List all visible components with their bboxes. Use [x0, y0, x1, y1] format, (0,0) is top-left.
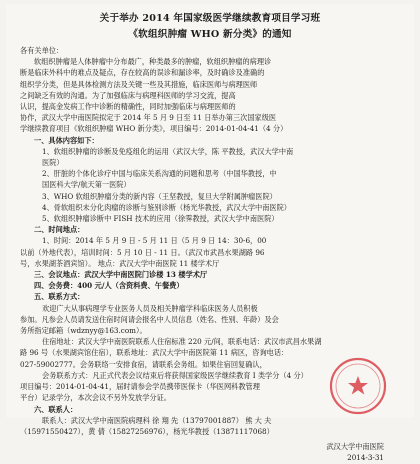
paragraph-line: 会务联系方式：凡正式代表会议结束后将获得国家级医学继续教育 I 类学分（4 分）	[42, 370, 308, 380]
paragraph-line: 参加。凡参会人员请发送住宿时间请会报名中人员信息（姓名、性别、年龄）及会	[20, 314, 279, 324]
paragraph-line: 务所指定邮箱（wdznyy@163.com）。	[20, 326, 147, 336]
doc-title-line1: 关于举办 2014 年国家级医学继续教育项目学习班	[99, 13, 321, 24]
paragraph-line: 项目编号：2014-01-04-41，届时请参会学员携带医保卡（华医网科教管理	[20, 382, 260, 392]
paragraph-line: 各有关单位：	[20, 46, 64, 55]
paragraph-line: 之间缺乏有效的沟通。为了加强临床与病理科医师的学习交流，提高	[20, 90, 236, 100]
section-heading: 五、联系方式：	[34, 292, 85, 302]
section-heading: 一、具体内容如下：	[34, 135, 99, 145]
list-item: 国医科大学/航天第一医院）	[42, 180, 131, 190]
paragraph-line: 平台）记录学分，本次会议不另外发放学分证。	[20, 393, 171, 403]
signature-org: 武汉大学中南医院	[326, 442, 384, 452]
contact-line: （15971550427），黄 倩（15827256976），杨光华教授（13871117068）	[20, 426, 274, 436]
list-item: 1、软组织肿瘤的诊断及免疫组化的运用（武汉大学，陈 平教授，武汉大学中南	[42, 146, 294, 156]
paragraph-line: 欢迎广大从事病理学专业医务人员及相关肿瘤学科临床医务人员积极	[42, 303, 258, 313]
list-item: 2、肝脏的个体化诊疗中国与临床关系沟通的问题和思考（中国华教授，中	[42, 169, 277, 179]
document-page	[6, 4, 414, 463]
section-heading: 四、会务费：400 元/人（含资料费、午餐费）	[34, 281, 184, 291]
signature-date: 2014-3-31	[347, 453, 384, 463]
paragraph-line: 路 96 号（水果湖宾馆住宿），联系地址：武汉大学中南医院第 11 病区，咨询电话：	[20, 348, 289, 358]
paragraph-line: 027-59002777。会务联络一安排食宿，请联系会务组。如果住宿回复确认，	[20, 359, 267, 369]
paragraph-line: 学继续教育项目《软组织肿瘤 WHO 新分类》，项目编号：2014-01-04-41（4 分）	[20, 124, 288, 134]
paragraph-line: 协作，武汉大学中南医院拟定于 2014 年 5 月 9 日至 11 日举办第三次国家级医	[20, 113, 277, 123]
section-heading: 六、联系人：	[34, 404, 78, 414]
list-item: 3、WHO 软组织肿瘤分类的新内容（王坚教授，复旦大学附属肿瘤医院）	[42, 191, 277, 201]
official-seal-icon	[328, 356, 388, 416]
paragraph-line: 软组织肿瘤是人体肿瘤中分布最广，种类最多的肿瘤，软组织肿瘤的病理诊	[34, 57, 272, 67]
contact-line: 联系人：武汉大学中南医院病理科 徐 翔 先（13797001887） 熊 大 夫	[42, 415, 272, 425]
doc-title-line2: 《软组织肿瘤 WHO 新分类》的通知	[128, 29, 292, 40]
paragraph-line: 组织学分类，但是具体检测方法及关键一些及其措施，临床医师与病理医师	[20, 79, 258, 89]
list-item: 1、时间：2014 年 5 月 9 日 - 5 月 11 日（5 月 9 日 14：30-6，00	[42, 236, 267, 246]
paragraph-line: 住宿地址：武汉大学中南医院联系人住宿标准 220 元/间，联系电话：武汉市武昌水果湖	[42, 337, 322, 347]
section-heading: 三、会议地点：武汉大学中南医院门诊楼 13 楼学术厅	[34, 270, 208, 280]
section-heading: 二、时间地点：	[34, 225, 85, 235]
list-item: 医院）	[42, 158, 64, 168]
list-item: 4、骨软组织未分化肉瘤的诊断与鉴别诊断（杨光华教授，武汉大学中南医院）	[42, 202, 291, 212]
paragraph-line: 断是临床外科中的难点及疑点，存在较高的误诊和漏诊率，及时确诊及准确的	[20, 68, 265, 78]
list-item: 以前（外地代表），培训时间：5 月 10 日 - 11 日。（武汉市武昌水果湖路 96	[20, 247, 265, 257]
list-item: 5、软组织肿瘤诊断中 FISH 技术的应用（徐霁教授，武汉大学中南医院）	[42, 214, 279, 224]
paragraph-line: 认识，提高金发病工作中诊断的精确性，同时加强临床与病理医师的	[20, 102, 236, 112]
list-item: 号，水果湖茶酒宾馆）。 地点：武汉大学中南医院 11 楼学术厅	[20, 258, 220, 268]
